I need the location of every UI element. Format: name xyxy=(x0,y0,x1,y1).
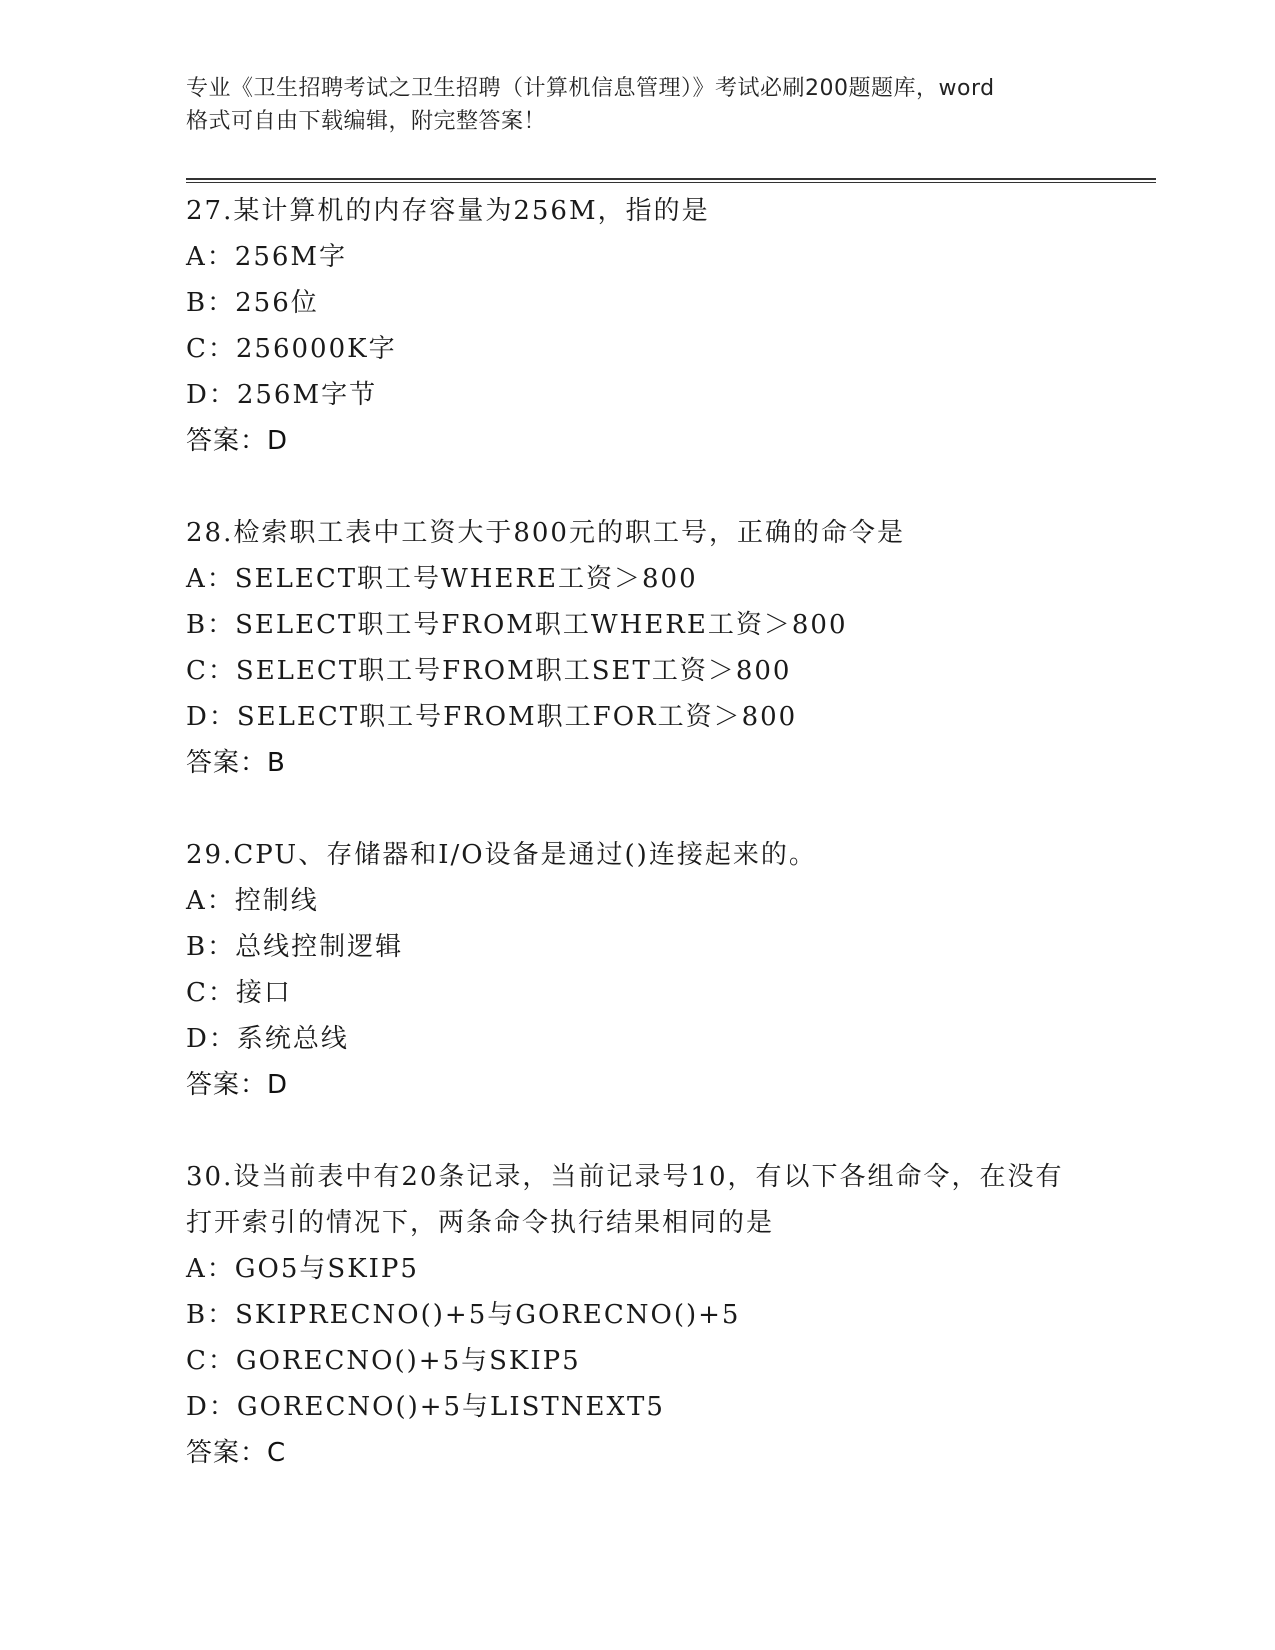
question-stem: 29.CPU、存储器和I/O设备是通过()连接起来的。 xyxy=(186,840,817,870)
option-c: C：GORECNO()+5与SKIP5 xyxy=(186,1346,581,1376)
header-divider xyxy=(186,178,1156,183)
option-c: C：接口 xyxy=(186,978,292,1008)
answer-label: 答案：B xyxy=(186,748,286,778)
option-d: D：SELECT职工号FROM职工FOR工资＞800 xyxy=(186,702,798,732)
answer-label: 答案：D xyxy=(186,1070,289,1100)
option-a: A：控制线 xyxy=(186,886,319,916)
answer-label: 答案：C xyxy=(186,1438,287,1468)
option-d: D：GORECNO()+5与LISTNEXT5 xyxy=(186,1392,665,1422)
option-b: B：总线控制逻辑 xyxy=(186,932,404,962)
question-29 xyxy=(186,832,1156,1108)
option-a: A：256M字 xyxy=(186,242,348,272)
header-line-2: 格式可自由下载编辑，附完整答案！ xyxy=(186,109,547,134)
question-27 xyxy=(186,188,1156,464)
question-stem: 30.设当前表中有20条记录，当前记录号10，有以下各组命令，在没有打开索引的情况下，两条命令执行结果相同的是 xyxy=(186,1162,1064,1238)
option-b: B：SKIPRECNO()+5与GORECNO()+5 xyxy=(186,1300,741,1330)
option-d: D：系统总线 xyxy=(186,1024,349,1054)
answer-label: 答案：D xyxy=(186,426,289,456)
document-header xyxy=(186,72,1086,138)
question-stem: 27.某计算机的内存容量为256M，指的是 xyxy=(186,196,710,226)
question-28 xyxy=(186,510,1156,786)
option-b: B：256位 xyxy=(186,288,319,318)
option-d: D：256M字节 xyxy=(186,380,378,410)
option-a: A：GO5与SKIP5 xyxy=(186,1254,419,1284)
header-line-1: 专业《卫生招聘考试之卫生招聘（计算机信息管理）》考试必刷200题题库，word xyxy=(186,76,995,101)
option-b: B：SELECT职工号FROM职工WHERE工资＞800 xyxy=(186,610,848,640)
question-list xyxy=(186,188,1156,1522)
option-c: C：256000K字 xyxy=(186,334,397,364)
option-a: A：SELECT职工号WHERE工资＞800 xyxy=(186,564,698,594)
option-c: C：SELECT职工号FROM职工SET工资＞800 xyxy=(186,656,792,686)
question-stem: 28.检索职工表中工资大于800元的职工号，正确的命令是 xyxy=(186,518,905,548)
question-30 xyxy=(186,1154,1156,1476)
